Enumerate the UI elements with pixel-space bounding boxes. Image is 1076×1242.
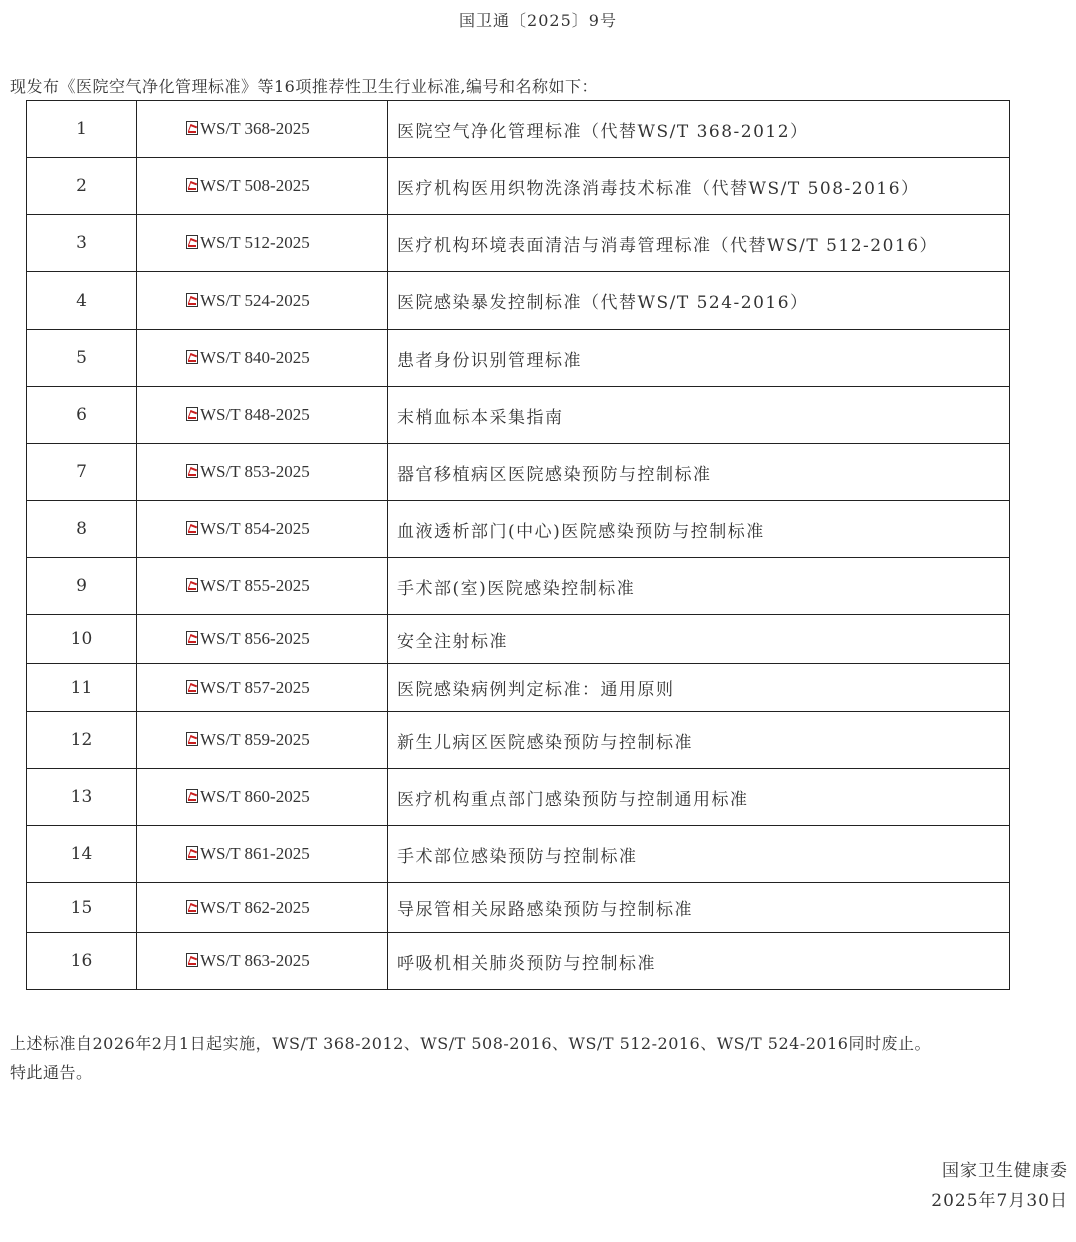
row-index: 10 [27,615,137,664]
standard-code-cell [137,826,388,883]
standard-code-link[interactable] [186,787,310,806]
standard-code-link[interactable] [186,844,310,863]
issuer: 国家卫生健康委 [942,1161,1068,1181]
standard-name: 新生儿病区医院感染预防与控制标准 [388,712,1010,769]
standard-code: WS/T 512-2025 [200,233,310,252]
row-index: 6 [27,387,137,444]
table-row [27,558,1010,615]
standard-code-link[interactable] [186,405,310,424]
standard-code-link[interactable] [186,291,310,310]
table-row [27,712,1010,769]
standard-code: WS/T 368-2025 [200,119,310,138]
row-index: 11 [27,664,137,712]
pdf-file-icon [186,407,198,421]
standard-code: WS/T 854-2025 [200,519,310,538]
standard-code-cell [137,933,388,990]
standard-code-cell [137,272,388,330]
standard-name: 末梢血标本采集指南 [388,387,1010,444]
standard-code-cell [137,558,388,615]
row-index: 4 [27,272,137,330]
standard-code: WS/T 857-2025 [200,677,310,697]
standard-code-cell [137,664,388,712]
row-index: 1 [27,101,137,158]
pdf-file-icon [186,178,198,192]
table-row [27,330,1010,387]
standard-code-link[interactable] [186,951,310,970]
table-row [27,158,1010,215]
effective-date-notice: 上述标准自2026年2月1日起实施，WS/T 368-2012、WS/T 508-2016、WS/T 512-2016、WS/T 524-2016同时废止。 [10,1034,931,1053]
standard-code: WS/T 840-2025 [200,348,310,367]
standard-code-cell [137,712,388,769]
pdf-file-icon [186,521,198,535]
standards-table [26,100,1010,990]
table-row [27,215,1010,272]
table-row [27,615,1010,664]
row-index: 5 [27,330,137,387]
standard-code-link[interactable] [186,119,310,138]
row-index: 14 [27,826,137,883]
table-row [27,501,1010,558]
standard-code-cell [137,101,388,158]
standard-name: 患者身份识别管理标准 [388,330,1010,387]
standard-code-cell [137,387,388,444]
standard-code-link[interactable] [186,576,310,595]
standard-code: WS/T 508-2025 [200,176,310,195]
row-index: 13 [27,769,137,826]
table-row [27,883,1010,933]
standard-code-cell [137,330,388,387]
signature-block [931,1156,1068,1216]
table-row [27,444,1010,501]
row-index: 9 [27,558,137,615]
standard-code-link[interactable] [186,462,310,481]
closing-remark: 特此通告。 [10,1063,93,1082]
pdf-file-icon [186,846,198,860]
document-number: 国卫通〔2025〕9号 [459,11,617,30]
pdf-file-icon [186,578,198,592]
standard-code-cell [137,615,388,664]
standard-name: 安全注射标准 [388,615,1010,664]
pdf-file-icon [186,680,198,694]
standard-code-link[interactable] [186,176,310,195]
row-index: 16 [27,933,137,990]
standard-code-cell [137,501,388,558]
standard-code: WS/T 860-2025 [200,787,310,806]
standard-name: 呼吸机相关肺炎预防与控制标准 [388,933,1010,990]
pdf-file-icon [186,293,198,307]
standard-code: WS/T 848-2025 [200,405,310,424]
standard-code: WS/T 524-2025 [200,290,310,310]
table-row [27,387,1010,444]
table-row [27,933,1010,990]
standard-code-cell [137,215,388,272]
pdf-file-icon [186,464,198,478]
issue-date: 2025年7月30日 [931,1191,1068,1211]
pdf-file-icon [186,631,198,645]
row-index: 15 [27,883,137,933]
table-row [27,664,1010,712]
standard-code-link[interactable] [186,348,310,367]
standard-code-link[interactable] [186,898,310,917]
standard-name: 医院感染病例判定标准：通用原则 [388,664,1010,712]
pdf-file-icon [186,350,198,364]
intro-paragraph: 现发布《医院空气净化管理标准》等16项推荐性卫生行业标准,编号和名称如下： [10,77,598,96]
standard-name: 导尿管相关尿路感染预防与控制标准 [388,883,1010,933]
standard-code: WS/T 855-2025 [200,576,310,595]
table-row [27,101,1010,158]
standard-name: 血液透析部门(中心)医院感染预防与控制标准 [388,501,1010,558]
standard-name: 医院感染暴发控制标准（代替WS/T 524-2016） [388,272,1010,330]
standard-name: 医疗机构医用织物洗涤消毒技术标准（代替WS/T 508-2016） [388,158,1010,215]
table-row [27,272,1010,330]
standard-name: 医疗机构重点部门感染预防与控制通用标准 [388,769,1010,826]
row-index: 7 [27,444,137,501]
standard-name: 医疗机构环境表面清洁与消毒管理标准（代替WS/T 512-2016） [388,215,1010,272]
standard-code: WS/T 863-2025 [200,951,310,970]
standard-code: WS/T 853-2025 [200,462,310,481]
pdf-file-icon [186,235,198,249]
standard-code: WS/T 859-2025 [200,730,310,749]
closing-paragraph [10,1029,1070,1087]
standard-name: 手术部位感染预防与控制标准 [388,826,1010,883]
table-row [27,826,1010,883]
pdf-file-icon [186,121,198,135]
standard-name: 医院空气净化管理标准（代替WS/T 368-2012） [388,101,1010,158]
standard-code-link[interactable] [186,730,310,749]
standard-code: WS/T 856-2025 [200,629,310,648]
standard-code-cell [137,883,388,933]
pdf-file-icon [186,732,198,746]
standard-name: 手术部(室)医院感染控制标准 [388,558,1010,615]
standard-code-cell [137,444,388,501]
standard-code-link[interactable] [186,519,310,538]
row-index: 12 [27,712,137,769]
standard-name: 器官移植病区医院感染预防与控制标准 [388,444,1010,501]
standard-code-link[interactable] [186,233,310,252]
standard-code-cell [137,769,388,826]
standard-code-link[interactable] [186,629,310,648]
standard-code: WS/T 862-2025 [200,897,310,917]
standard-code-cell [137,158,388,215]
row-index: 2 [27,158,137,215]
row-index: 8 [27,501,137,558]
row-index: 3 [27,215,137,272]
table-row [27,769,1010,826]
pdf-file-icon [186,953,198,967]
standard-code: WS/T 861-2025 [200,844,310,863]
pdf-file-icon [186,789,198,803]
pdf-file-icon [186,900,198,914]
standard-code-link[interactable] [186,678,310,697]
